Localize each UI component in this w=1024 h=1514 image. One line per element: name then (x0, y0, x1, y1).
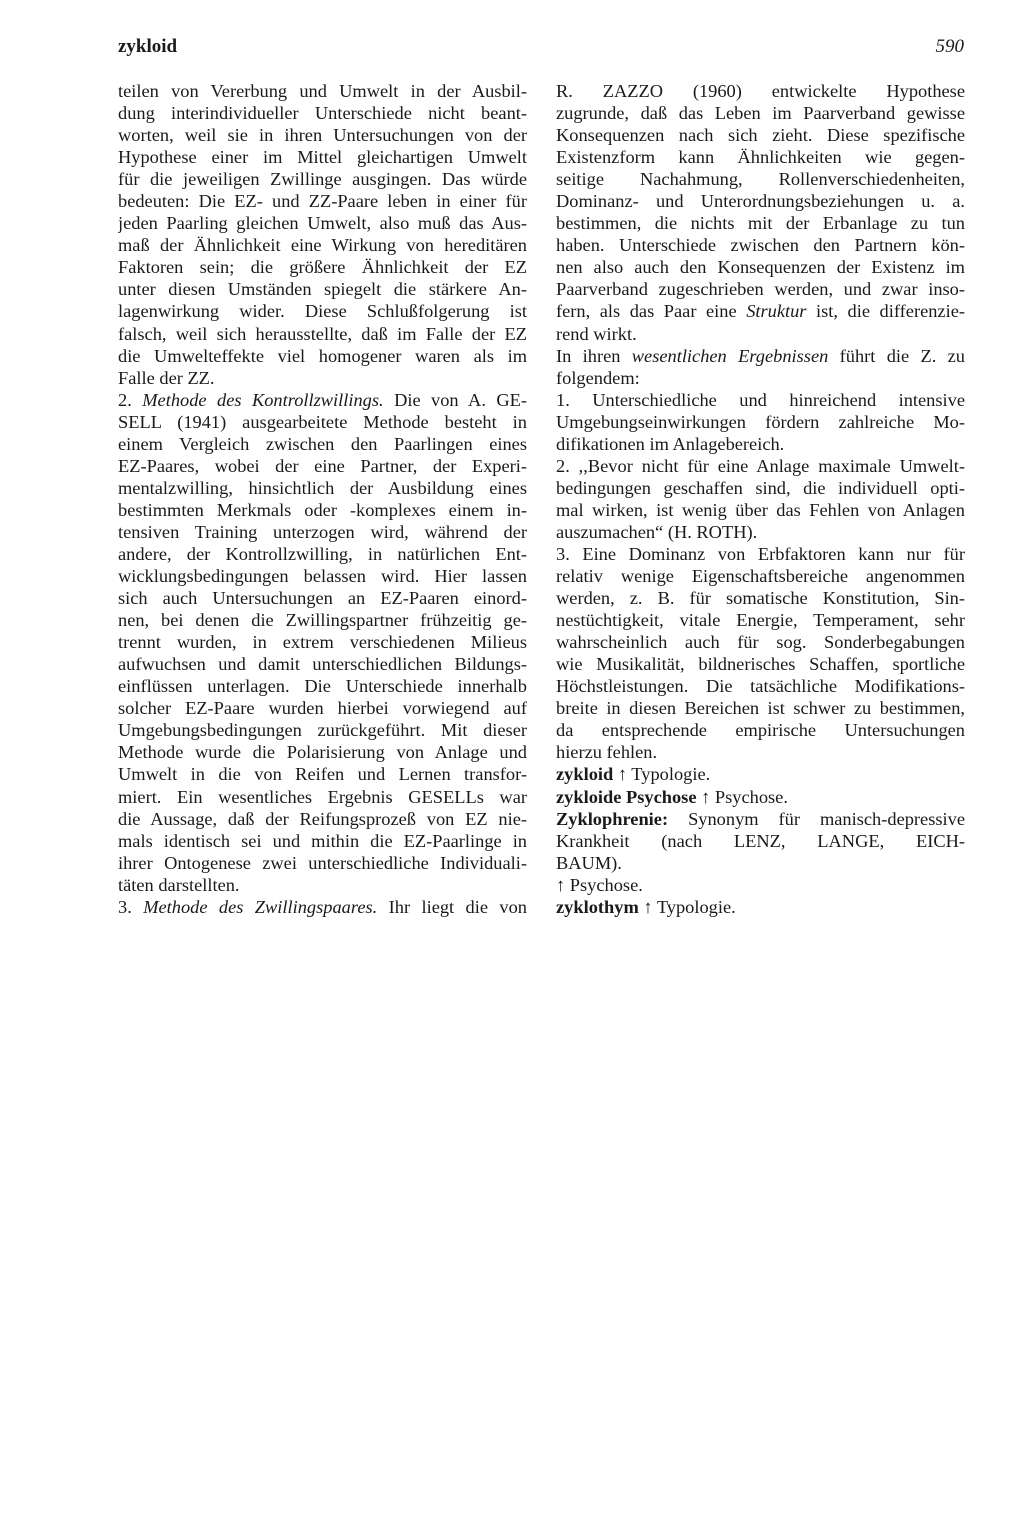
paragraph-twin-pair-method (556, 80, 965, 300)
page-header (118, 36, 964, 62)
text-line: teilen von Vererbung und Umwelt in der Ausbil- (118, 81, 527, 101)
text-line: Umwelt in die von Reifen und Lernen transfor- (118, 764, 527, 785)
text-line: einem Vergleich zwischen den Paarlingen eines (118, 433, 527, 454)
method-3-number: 3. (118, 896, 132, 917)
entry-term: zykloide Psychose (556, 786, 697, 807)
text-line: für die jeweiligen Zwillinge ausgingen. Das würde (118, 169, 527, 190)
text-line: R. ZAZZO (1960) entwickelte Hypothese (556, 81, 965, 101)
text-line: Höchstleistungen. Die tatsächliche Modifikations- (556, 676, 965, 697)
text-line: lagenwirkung wider. Diese Schlußfolgerung ist (118, 301, 527, 322)
text-line: dung interindividueller Unterschiede nicht beant- (118, 103, 527, 124)
text-line: mentalzwilling, hinsichtlich der Ausbildung eines (118, 477, 527, 498)
text-line: Existenzform kann Ähnlichkeiten wie gegen- (556, 147, 965, 168)
entry-zyklothym (556, 896, 965, 918)
text-line: EZ-Paares, wobei der eine Partner, der Experi- (118, 455, 527, 476)
page-number: 590 (935, 36, 964, 57)
text-line: da entsprechende empirische Untersuchungen (556, 720, 965, 741)
results-intro-after: führt die Z. zu (839, 345, 965, 366)
text-line: einflüssen unterlagen. Die Unterschiede innerhalb (118, 676, 527, 697)
text-line: ihrer Ontogenese zwei unterschiedliche Individuali- (118, 852, 527, 873)
text-line: bestimmen, die nichts mit der Erbanlage zu tun (556, 213, 965, 234)
cross-reference: ↑ Psychose. (701, 786, 788, 807)
text-line: wahrscheinlich auch für sog. Sonderbegabungen (556, 632, 965, 653)
text-line: nen also auch den Konsequenzen der Existenz im (556, 257, 965, 278)
text-line: hierzu fehlen. (556, 742, 658, 763)
text-line: nestüchtigkeit, vitale Energie, Temperament, sehr (556, 610, 965, 631)
structure-line-before: fern, als das Paar eine (556, 301, 737, 322)
structure-line-after: ist, die differenzie- (816, 301, 965, 322)
text-line: auszumachen“ (H. ROTH). (556, 521, 758, 542)
method-2-first-tail: Die von A. GE- (394, 389, 527, 410)
text-line: haben. Unterschiede zwischen den Partnern kön- (556, 235, 965, 256)
entry-definition: Synonym für manisch-depressive (688, 808, 965, 829)
entry-term: zykloid (556, 764, 614, 785)
method-2-title: Methode des Kontrollzwillings. (142, 389, 384, 410)
text-line: Umgebungsbedingungen zurückgeführt. Mit dieser (118, 720, 527, 741)
text-line: werden, z. B. für somatische Konstitution, Sin- (556, 588, 965, 609)
text-line: aufwuchsen und damit unterschiedlichen Bildungs- (118, 654, 527, 675)
text-line: zugrunde, daß das Leben im Paarverband gewisse (556, 103, 965, 124)
text-line: Paarverband zugeschrieben werden, und zwar inso- (556, 279, 965, 300)
text-line: miert. Ein wesentliches Ergebnis GESELLs war (118, 786, 527, 807)
method-3-heading-line (118, 896, 527, 918)
results-term: wesentlichen Ergebnissen (631, 345, 829, 366)
text-line: Konsequenzen nach sich zieht. Diese spezifische (556, 125, 965, 146)
method-3-title: Methode des Zwillingspaares. (143, 896, 378, 917)
result-item-1 (556, 389, 965, 455)
text-line: trennt wurden, in extrem verschiedenen Milieus (118, 632, 527, 653)
entry-term: Zyklophrenie: (556, 808, 669, 829)
text-line: andere, der Kontrollzwilling, in natürlichen Ent- (118, 543, 527, 564)
text-line: bedeuten: Die EZ- und ZZ-Paare leben in einer für (118, 191, 527, 212)
text-line: sich auch Untersuchungen an EZ-Paaren einord- (118, 588, 527, 609)
text-line: worten, weil sie in ihren Untersuchungen von der (118, 125, 527, 146)
text-line: Falle der ZZ. (118, 367, 215, 388)
results-intro-before: In ihren (556, 345, 621, 366)
text-line: breite in diesen Bereichen ist schwer zu bestimmen, (556, 698, 965, 719)
text-line: falsch, weil sich herausstellte, daß im Falle der EZ (118, 323, 527, 344)
text-line: mals identisch sei und mithin die EZ-Paarlinge in (118, 830, 527, 851)
paragraph-line: rend wirkt. (556, 323, 637, 344)
running-head: zykloid (118, 36, 178, 57)
text-line: die Umwelteffekte viel homogener waren als im (118, 345, 527, 366)
entry-zykloide-psychose (556, 786, 965, 808)
entry-zyklophrenie (556, 808, 965, 830)
text-line: unter diesen Umständen spiegelt die stärkere An- (118, 279, 527, 300)
structure-term: Struktur (746, 301, 807, 322)
text-line: relativ wenige Eigenschaftsbereiche angenommen (556, 566, 965, 587)
cross-reference: ↑ Psychose. (556, 874, 643, 895)
text-line: täten darstellten. (118, 874, 240, 895)
text-line: 1. Unterschiedliche und hinreichend intensive (556, 389, 965, 410)
text-line: Methode wurde die Polarisierung von Anlage und (118, 742, 527, 763)
result-item-2 (556, 455, 965, 543)
text-line: Faktoren sein; die größere Ähnlichkeit der EZ (118, 257, 527, 278)
entry-zykloid (556, 763, 965, 785)
text-line: difikationen im Anlagebereich. (556, 433, 785, 454)
result-item-3 (556, 543, 965, 763)
entry-definition-line: BAUM). (556, 852, 622, 873)
text-line: maß der Ähnlichkeit eine Wirkung von hereditären (118, 235, 527, 256)
text-line: tensiven Training unterzogen wird, während der (118, 521, 527, 542)
cross-reference: ↑ Typologie. (643, 896, 736, 917)
method-3-tail: Ihr liegt die von (388, 896, 527, 917)
paragraph-twin-research-critique (118, 80, 527, 389)
method-2-number: 2. (118, 389, 132, 410)
text-line: wie Musikalität, bildnerisches Schaffen, sportliche (556, 654, 965, 675)
left-column (118, 80, 527, 918)
text-line: mal wirken, ist wenig über das Fehlen von Anlagen (556, 499, 965, 520)
paragraph-line: folgendem: (556, 367, 640, 388)
text-line: seitige Nachahmung, Rollenverschiedenheiten, (556, 169, 965, 190)
structure-line (556, 300, 965, 322)
text-line: 3. Eine Dominanz von Erbfaktoren kann nur für (556, 543, 965, 564)
cross-reference: ↑ Typologie. (617, 764, 711, 785)
text-line: Hypothese einer im Mittel gleichartigen Umwelt (118, 147, 527, 168)
method-2-heading-line (118, 389, 527, 411)
text-line: 2. ,,Bevor nicht für eine Anlage maximale Umwelt- (556, 455, 965, 476)
text-line: jeden Paarling gleichen Umwelt, also muß das Aus- (118, 213, 527, 234)
entry-term: zyklothym (556, 896, 639, 917)
text-line: wicklungsbedingungen belassen wird. Hier lassen (118, 566, 527, 587)
paragraph-control-twin-method (118, 411, 527, 896)
text-line: Dominanz- und Unterordnungsbeziehungen u. a. (556, 191, 965, 212)
text-line: nen, bei denen die Zwillingspartner frühzeitig ge- (118, 610, 527, 631)
results-intro-line (556, 345, 965, 367)
text-line: die Aussage, daß der Reifungsprozeß von EZ nie- (118, 808, 527, 829)
text-line: bestimmten Merkmals oder -komplexes einem in- (118, 499, 527, 520)
text-line: solcher EZ-Paare wurden hierbei vorwiegend auf (118, 698, 527, 719)
text-line: bedingungen geschaffen sind, die individuell opti- (556, 477, 965, 498)
text-line: SELL (1941) ausgearbeitete Methode besteht in (118, 411, 527, 432)
right-column (556, 80, 965, 918)
text-line: Umgebungseinwirkungen fördern zahlreiche Mo- (556, 411, 965, 432)
entry-definition-line: Krankheit (nach LENZ, LANGE, EICH- (556, 830, 965, 851)
